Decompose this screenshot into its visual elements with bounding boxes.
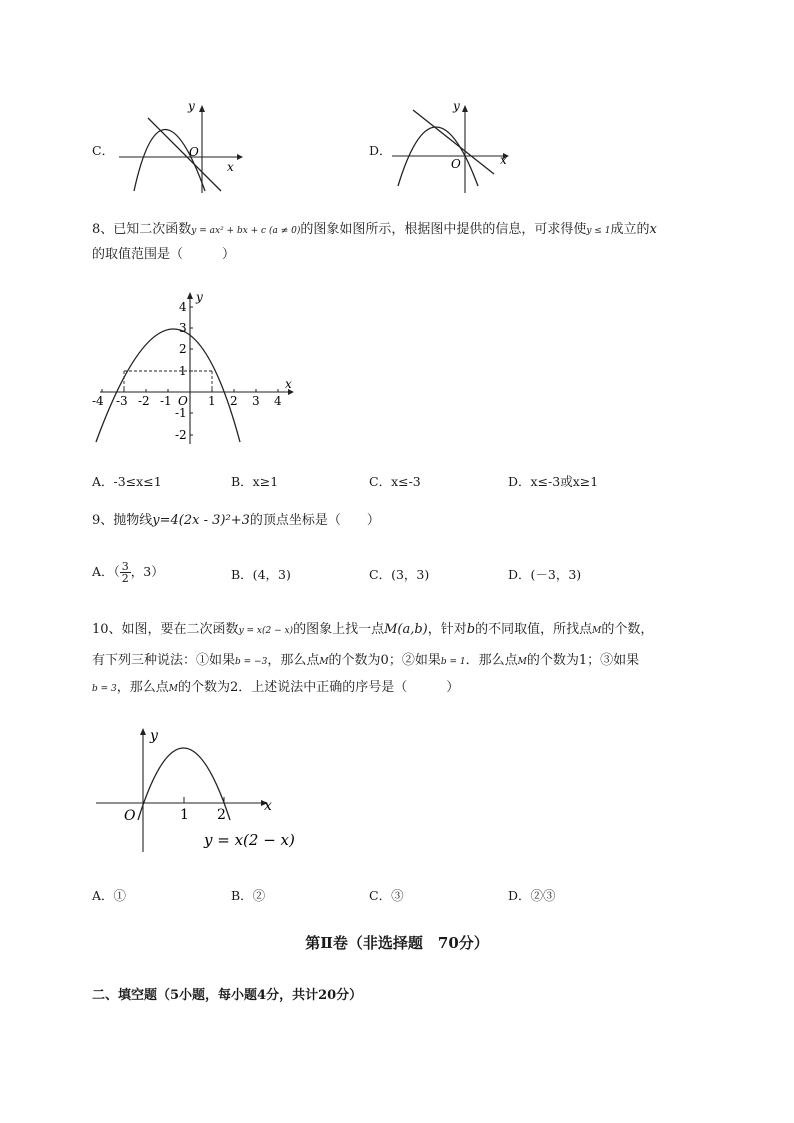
q9-option-a: [92, 561, 164, 584]
q10-line2-d: ．那么点: [465, 653, 518, 668]
q8-number: 8、: [92, 222, 114, 237]
origin-label: O: [189, 145, 199, 159]
x-label: x: [285, 377, 292, 391]
q10-line1: [92, 621, 653, 640]
q10-line2-a: 有下列三种说法：①如果: [92, 653, 236, 668]
q8-line1: [92, 221, 657, 240]
q10-line2-c: 的个数为0；②如果: [328, 653, 441, 668]
y-label: y: [196, 290, 203, 304]
y-axis-arrow: [140, 728, 146, 735]
q10-text-e: 的个数，: [601, 622, 654, 637]
q8-line2: 的取值范围是（ ）: [92, 247, 236, 262]
origin-label: O: [124, 808, 136, 824]
x-tick-neg3: -3: [116, 394, 128, 408]
q10-number: 10、: [92, 622, 122, 637]
q10-line2-e: 的个数为1；③如果: [526, 653, 640, 668]
tick-1-label: 1: [180, 807, 189, 823]
q10-line2-b: ，那么点: [267, 653, 320, 668]
x-axis-arrow: [237, 154, 243, 160]
parabola: [96, 329, 240, 442]
fraction-numerator: 3: [121, 560, 129, 573]
x-tick-3: 3: [252, 394, 260, 408]
y-label: y: [453, 99, 460, 113]
fraction-denominator: 2: [121, 572, 129, 585]
x-tick-neg1: -1: [160, 394, 172, 408]
y-tick-2: 2: [179, 342, 187, 356]
q9-option-b: B．(4，3): [231, 567, 291, 582]
x-label: x: [500, 153, 507, 167]
q10-m-var: M: [592, 626, 602, 636]
q10-m-var-3: M: [517, 657, 527, 667]
y-axis-arrow: [199, 105, 205, 112]
q10-m-var-2: M: [319, 657, 329, 667]
q10-text-c: ，针对: [427, 622, 467, 637]
y-label: y: [150, 728, 158, 744]
q10-text-a: 如图，要在二次函数: [121, 622, 239, 637]
q7-option-d-graph: [392, 98, 522, 198]
y-label: y: [188, 99, 195, 113]
q8-var: x: [649, 222, 657, 237]
q10-text-d: 的不同取值，所找点: [475, 622, 593, 637]
q9-option-a-fraction: [120, 561, 131, 584]
x-tick-2: 2: [230, 394, 238, 408]
y-axis-arrow: [187, 292, 193, 299]
y-tick-neg1: -1: [175, 406, 187, 420]
option-c-label: C．: [92, 143, 115, 158]
q8-graph: [90, 288, 305, 448]
x-tick-4: 4: [274, 394, 282, 408]
q8-text-b: 的图象如图所示，根据图中提供的信息，可求得使: [300, 222, 587, 237]
q10-m-var-4: M: [168, 684, 178, 694]
q10-line3-b: 的个数为2．上述说法中正确的序号是（ ）: [177, 680, 460, 695]
y-tick-neg2: -2: [175, 428, 187, 442]
x-tick-neg4: -4: [92, 394, 104, 408]
q10-option-a: A．①: [92, 888, 127, 903]
q10-option-d: D．②③: [508, 888, 556, 903]
q10-line3: [92, 679, 459, 698]
q9-option-a-suffix: ，3）: [130, 564, 164, 579]
x-label: x: [264, 798, 272, 814]
q9-option-d: D．(－3，3): [508, 567, 582, 582]
q10-line2: [92, 652, 639, 671]
q10-cond1: b = −3: [235, 657, 268, 667]
q8-formula: y = ax² + bx + c (a ≠ 0): [191, 226, 301, 236]
origin-label: O: [178, 394, 188, 408]
line: [148, 118, 221, 191]
q8-condition: y ≤ 1: [586, 226, 611, 236]
q10-cond2: b = 1: [440, 657, 466, 667]
q10-line3-a: ，那么点: [116, 680, 169, 695]
q8-text-a: 已知二次函数: [113, 222, 192, 237]
q10-cond3: b = 3: [92, 684, 117, 694]
x-tick-neg2: -2: [138, 394, 150, 408]
q8-option-a: A．-3≤x≤1: [92, 474, 162, 489]
x-label: x: [227, 160, 234, 174]
section-heading: 二、填空题（5小题，每小题4分，共计20分）: [92, 988, 363, 1003]
q8-option-c: C．x≤-3: [369, 474, 421, 489]
origin-label: O: [451, 157, 461, 171]
tick-2-label: 2: [217, 807, 226, 823]
curve-label: y = x(2 − x): [204, 831, 295, 849]
q9-line: [92, 512, 380, 530]
q8-option-b: B．x≥1: [231, 474, 279, 489]
q9-text-b: 的顶点坐标是（ ）: [249, 513, 380, 528]
q10-option-c: C．③: [369, 888, 404, 903]
y-tick-4: 4: [179, 300, 187, 314]
option-d-label: D．: [369, 143, 392, 158]
x-tick-1: 1: [208, 394, 216, 408]
q9-number: 9、: [92, 513, 114, 528]
q9-formula: y=4(2x - 3)²+3: [152, 513, 250, 528]
q10-graph: [90, 722, 300, 856]
q10-text-b: 的图象上找一点: [293, 622, 385, 637]
q10-formula: y = x(2 − x): [238, 626, 294, 636]
part-2-title: 第Ⅱ卷（非选择题 70分）: [305, 934, 489, 952]
y-axis-arrow: [462, 105, 468, 112]
q9-text-a: 抛物线: [113, 513, 153, 528]
q8-text-c: 成立的: [610, 222, 650, 237]
q10-point: M(a,b): [384, 622, 428, 637]
q8-option-d: D．x≤-3或x≥1: [508, 474, 599, 489]
q9-option-a-prefix: A．（: [92, 564, 120, 579]
y-tick-3: 3: [179, 321, 187, 335]
y-tick-1: 1: [179, 364, 187, 378]
q7-option-c-graph: [115, 98, 245, 198]
q9-option-c: C．(3，3): [369, 567, 430, 582]
q10-b-var: b: [466, 622, 476, 637]
q10-option-b: B．②: [231, 888, 266, 903]
